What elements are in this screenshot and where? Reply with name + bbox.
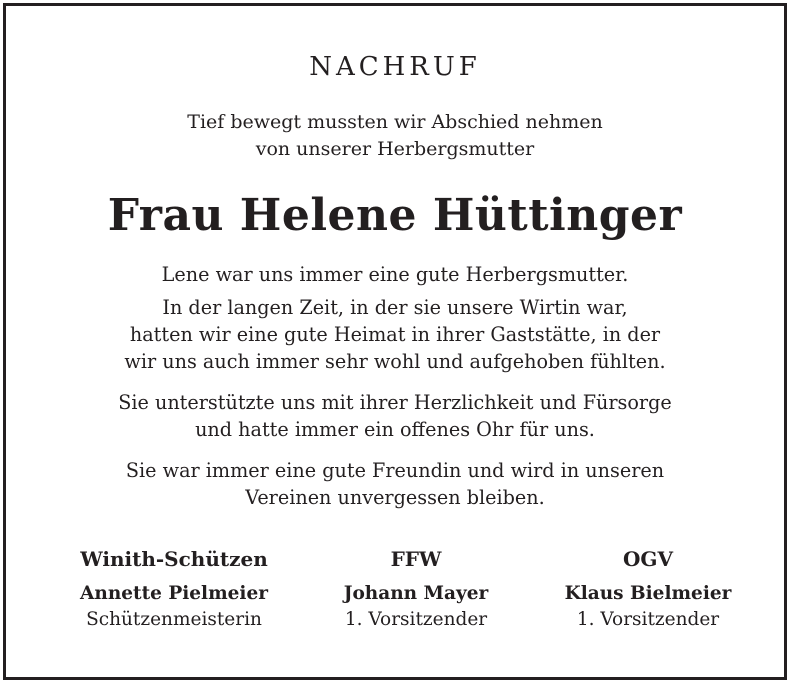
body-line-3: hatten wir eine gute Heimat in ihrer Gaststätte, in der: [129, 323, 661, 346]
signatory-role: 1. Vorsitzender: [576, 609, 720, 630]
body-line-1: Lene war uns immer eine gute Herbergsmutter.: [161, 263, 629, 286]
body-line-7: Sie war immer eine gute Freundin und wird in unseren: [125, 459, 665, 482]
signatory-person: Annette Pielmeier: [80, 583, 268, 604]
body-line-6: und hatte immer ein offenes Ohr für uns.: [195, 418, 595, 441]
signatory-organization: FFW: [390, 547, 442, 571]
signatory-role: Schützenmeisterin: [86, 609, 262, 630]
obituary-heading: NACHRUF: [309, 52, 481, 82]
signatory-role: 1. Vorsitzender: [344, 609, 488, 630]
deceased-name: Frau Helene Hüttinger: [107, 190, 683, 241]
body-line-8: Vereinen unvergessen bleiben.: [245, 486, 545, 509]
body-line-4: wir uns auch immer sehr wohl und aufgehoben fühlten.: [124, 350, 666, 373]
body-line-5: Sie unterstützte uns mit ihrer Herzlichkeit und Fürsorge: [118, 391, 672, 414]
obituary-frame: [3, 3, 787, 680]
intro-line-1: Tief bewegt mussten wir Abschied nehmen: [187, 111, 603, 133]
body-line-2: In der langen Zeit, in der sie unsere Wirtin war,: [162, 296, 628, 319]
signatory-organization: OGV: [622, 547, 674, 571]
signatory-person: Klaus Bielmeier: [564, 583, 732, 604]
signatory-person: Johann Mayer: [343, 583, 489, 604]
intro-line-2: von unserer Herbergsmutter: [255, 138, 535, 160]
obituary-content: [6, 6, 784, 677]
signatory-organization: Winith-Schützen: [80, 547, 268, 571]
